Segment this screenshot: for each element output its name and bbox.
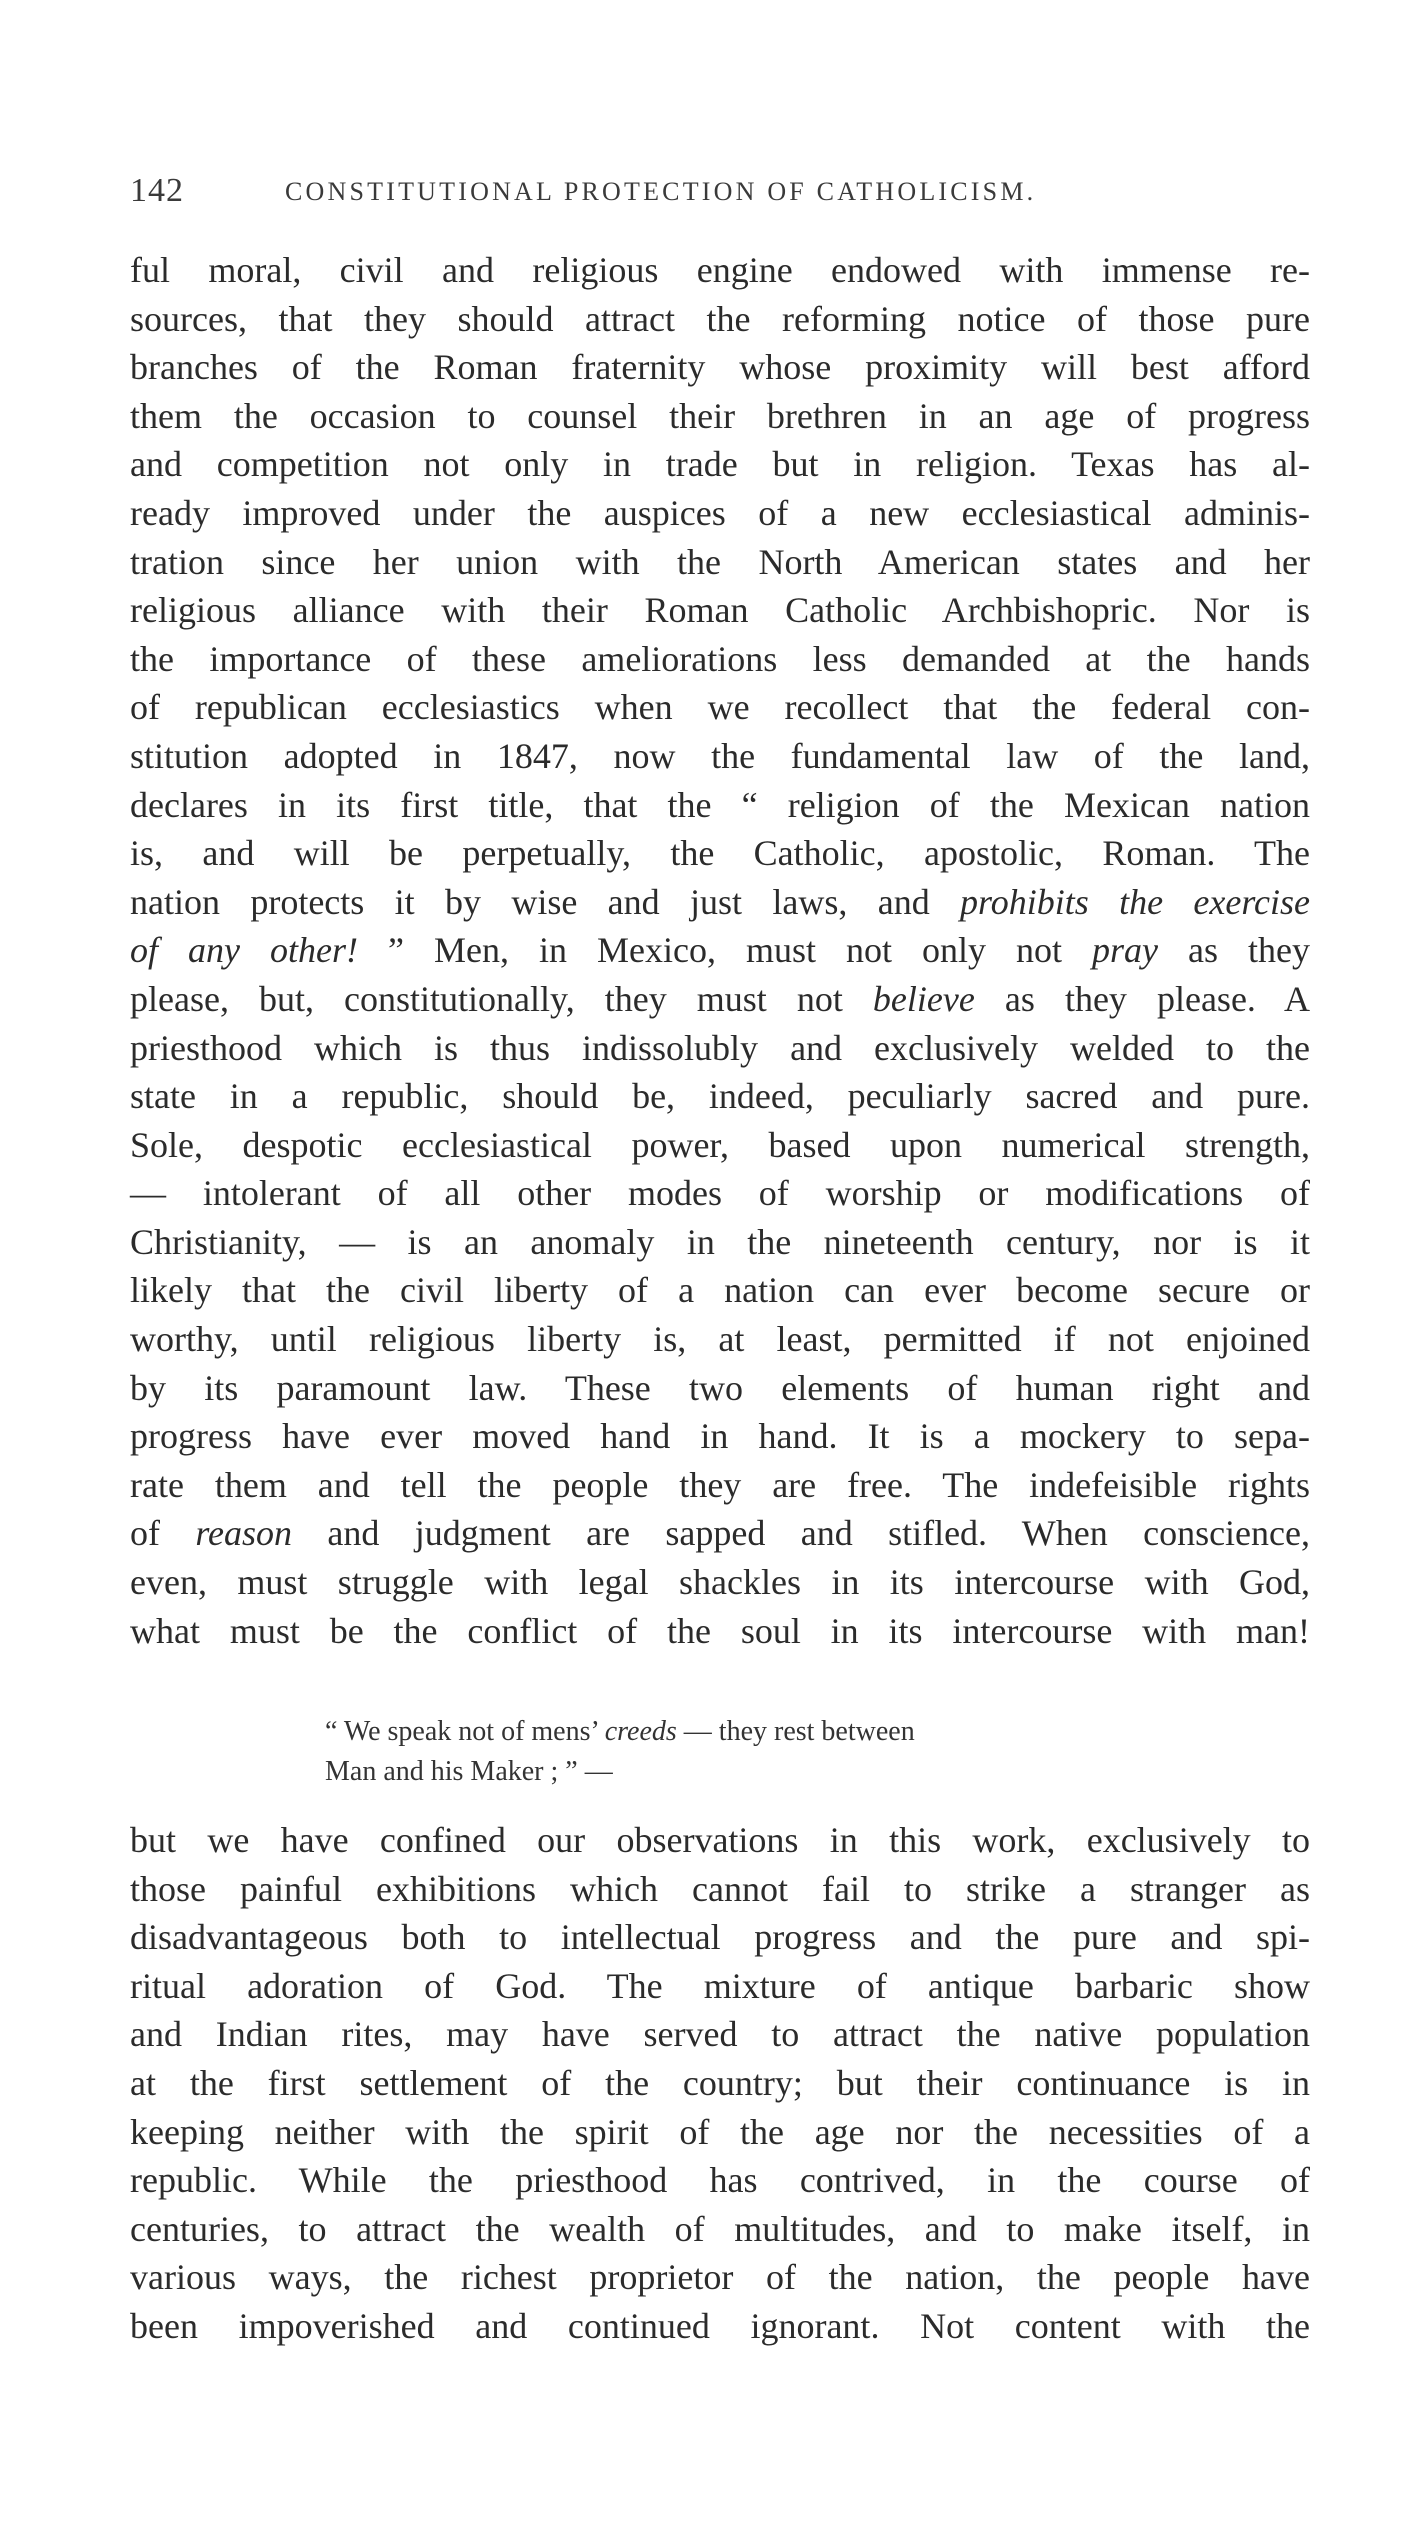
quote-line: “ We speak not of mens’ creeds — they rest between bbox=[325, 1716, 915, 1747]
paragraph-2-line: ritual adoration of God. The mixture of antique barbaric show bbox=[130, 1965, 1310, 2006]
paragraph-1-line: please, but, constitutionally, they must not believe as they please. A bbox=[130, 978, 1310, 1019]
paragraph-1-line: stitution adopted in 1847, now the fundamental law of the land, bbox=[130, 735, 1310, 776]
paragraph-2-line: at the first settlement of the country; but their continuance is in bbox=[130, 2062, 1310, 2103]
page-header bbox=[130, 172, 1310, 212]
paragraph-1-line: Christianity, — is an anomaly in the nineteenth century, nor is it bbox=[130, 1221, 1310, 1262]
paragraph-1-line: likely that the civil liberty of a nation can ever become secure or bbox=[130, 1270, 1310, 1311]
paragraph-1-line: worthy, until religious liberty is, at least, permitted if not enjoined bbox=[130, 1319, 1310, 1360]
paragraph-2-line: centuries, to attract the wealth of multitudes, and to make itself, in bbox=[130, 2208, 1310, 2249]
paragraph-1-line: religious alliance with their Roman Catholic Archbishopric. Nor is bbox=[130, 590, 1310, 631]
paragraph-2-line: disadvantageous both to intellectual progress and the pure and spi- bbox=[130, 1917, 1310, 1958]
paragraph-1-line: declares in its first title, that the “ religion of the Mexican nation bbox=[130, 784, 1310, 825]
paragraph-2-line: and Indian rites, may have served to attract the native population bbox=[130, 2014, 1310, 2055]
paragraph-1-line: rate them and tell the people they are free. The indefeisible rights bbox=[130, 1464, 1310, 1505]
paragraph-1-line: is, and will be perpetually, the Catholic, apostolic, Roman. The bbox=[130, 833, 1310, 874]
paragraph-1-line: even, must struggle with legal shackles in its intercourse with God, bbox=[130, 1562, 1310, 1603]
paragraph-1-line: the importance of these ameliorations less demanded at the hands bbox=[130, 638, 1310, 679]
paragraph-1-line: of any other! ” Men, in Mexico, must not only not pray as they bbox=[130, 930, 1310, 971]
paragraph-2-line: been impoverished and continued ignorant. Not content with the bbox=[130, 2305, 1310, 2346]
paragraph-2-line: but we have confined our observations in this work, exclusively to bbox=[130, 1820, 1310, 1860]
paragraph-2-line: republic. While the priesthood has contrived, in the course of bbox=[130, 2160, 1310, 2201]
poetry-quote bbox=[325, 1712, 1125, 1792]
paragraph-1-line: progress have ever moved hand in hand. It is a mockery to sepa- bbox=[130, 1416, 1310, 1457]
page-number: 142 bbox=[130, 172, 184, 209]
paragraph-2-line: keeping neither with the spirit of the age nor the necessities of a bbox=[130, 2111, 1310, 2152]
quote-line: Man and his Maker ; ” — bbox=[325, 1756, 613, 1787]
paragraph-1-line: state in a republic, should be, indeed, peculiarly sacred and pure. bbox=[130, 1076, 1310, 1117]
paragraph-1-line: of reason and judgment are sapped and stifled. When conscience, bbox=[130, 1513, 1310, 1554]
paragraph-2-line: various ways, the richest proprietor of the nation, the people have bbox=[130, 2257, 1310, 2298]
paragraph-1-line: and competition not only in trade but in religion. Texas has al- bbox=[130, 444, 1310, 485]
paragraph-1-line: nation protects it by wise and just laws, and prohibits the exercise bbox=[130, 881, 1310, 922]
paragraph-1-line: Sole, despotic ecclesiastical power, based upon numerical strength, bbox=[130, 1124, 1310, 1165]
paragraph-1-line: ful moral, civil and religious engine endowed with immense re- bbox=[130, 250, 1310, 290]
paragraph-1-line: branches of the Roman fraternity whose proximity will best afford bbox=[130, 347, 1310, 388]
paragraph-1 bbox=[130, 246, 1310, 1655]
paragraph-1-line: ready improved under the auspices of a new ecclesiastical adminis- bbox=[130, 492, 1310, 533]
paragraph-1-line: them the occasion to counsel their brethren in an age of progress bbox=[130, 395, 1310, 436]
paragraph-1-line: what must be the conflict of the soul in its intercourse with man! bbox=[130, 1610, 1310, 1651]
paragraph-1-line: — intolerant of all other modes of worship or modifications of bbox=[130, 1173, 1310, 1214]
paragraph-1-line: of republican ecclesiastics when we recollect that the federal con- bbox=[130, 687, 1310, 728]
paragraph-1-line: sources, that they should attract the reforming notice of those pure bbox=[130, 298, 1310, 339]
paragraph-1-line: by its paramount law. These two elements of human right and bbox=[130, 1367, 1310, 1408]
paragraph-1-line: tration since her union with the North American states and her bbox=[130, 541, 1310, 582]
paragraph-2-line: those painful exhibitions which cannot fail to strike a stranger as bbox=[130, 1868, 1310, 1909]
running-head: CONSTITUTIONAL PROTECTION OF CATHOLICISM. bbox=[285, 177, 1037, 206]
paragraph-2 bbox=[130, 1816, 1310, 2351]
paragraph-1-line: priesthood which is thus indissolubly and exclusively welded to the bbox=[130, 1027, 1310, 1068]
